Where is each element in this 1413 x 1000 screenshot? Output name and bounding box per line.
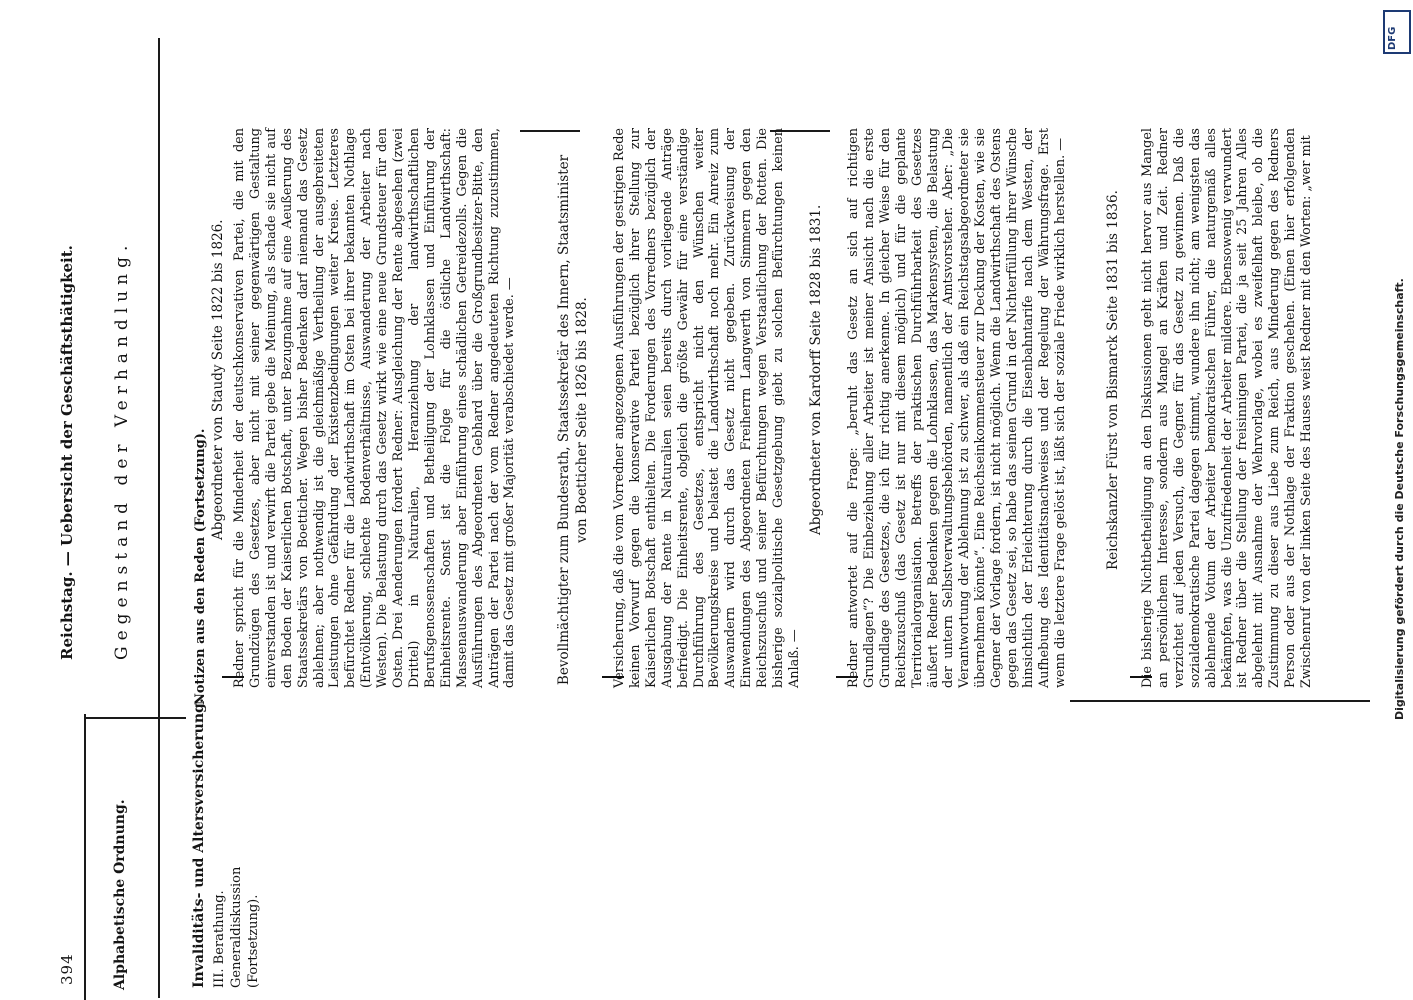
running-head: Reichstag. — Uebersicht der Geschäftsthätigkeit. xyxy=(58,245,76,660)
section-4-speaker: Reichskanzler Fürst von Bismarck Seite 1831 bis 1836. xyxy=(1105,190,1121,570)
section-rule-3 xyxy=(1070,700,1370,702)
top-rule-left xyxy=(84,717,174,719)
topic-block xyxy=(190,688,262,988)
section-2-text: Versicherung, daß die vom Vorredner angezogenen Ausführungen der gestrigen Rede keinen Vorwurf gegen die konservative Partei bezüglich ihrer Stellung zur Kaiserlichen Botschaft enthielten. Die Forderungen des Vorredners bezüglich der Ausgabung der Rente in Naturalien seien bereits durch vorliegende Anträge befriedigt. Die Einheitsrente, obgleich die größte Gewähr für eine verständige Durchführung des Gesetzes, entspricht nicht den Wünschen weiter Bevölkerungskreise und belastet die Landwirthschaft noch mehr. Ein Anreiz zum Auswandern wird durch das Gesetz nicht gegeben. Zurückweisung der Einwendungen des Abgeordneten Freiherrn Langwerth von Simmern gegen den Reichszuschuß und seiner Befürchtungen wegen Verstaatlichung der Rotten. Die bisherige sozialpolitische Gesetzgebung giebt zu solchen Befürchtungen keinen Anlaß. — xyxy=(612,128,802,688)
dfg-logo xyxy=(1383,10,1411,54)
section-3-speaker: Abgeordneter von Kardorff Seite 1828 bis 1831. xyxy=(808,204,824,535)
header-divider-right xyxy=(158,38,160,998)
left-column-head: Alphabetische Ordnung. xyxy=(112,799,128,990)
section-rule-1 xyxy=(520,130,580,132)
section-1-text: Redner spricht für die Minderheit der deutschkonservativen Partei, die mit den Grundzügen des Gesetzes, aber nicht mit seiner gegenwärtigen Gestaltung einverstanden ist und verwirft die Partei gebe die Meinung, als schade sie nicht auf den Boden der Kaiserlichen Botschaft, unter Bezugnahme auf eine Aeußerung des Staatssekretärs von Boetticher. Wegen bisher Bedenken darf niemand das Gesetz ablehnen; aber nothwendig ist die gleichmäßige Vertheilung der ausgebreiteten Leistungen ohne Gefährdung der Existenzbedingungen weiter Kreise. Letzteres befürchtet Redner für die Landwirthschaft im Osten bei ihrer bekannten Nothlage (Entvölkerung, schlechte Bodenverhältnisse, Auswanderung der Arbeiter nach Westen). Die Belastung durch das Gesetz wirkt wie eine neue Grundsteuer für den Osten. Drei Aenderungen fordert Redner: Ausgleichung der Rente abgesehen (zwei Drittel) in Naturalien, Heranziehung der landwirthschaftlichen Berufsgenossenschaften und Betheiligung der Lohnklassen und Einführung der Einheitsrente. Sonst ist die Folge für die östliche Landwirthschaft: Massenauswanderung aber Einführung eines schädlichen Getreidezolls. Gegen die Ausführungen des Abgeordneten Gebhard über die Großgrundbesitzer-Bitte, den Anträgen der Partei nach der vom Redner angedeuteten Richtung zuzustimmen, damit das Gesetz mit großer Majorität verabschiedet werde. — xyxy=(232,128,518,688)
section-4-text: Die bisherige Nichtbetheiligung an den Diskussionen geht nicht hervor aus Mangel an persönlichem Interesse, sondern aus Mangel an Kräften und Zeit. Redner verzichtet auf jeden Versuch, die Gegner für das Gesetz zu gewinnen. Daß die sozialdemokratische Partei dagegen stimmt, wundere ihn nicht; am wenigsten das ablehnende Votum der Arbeiter bemokratischen Führer, die naturgemäß alles bekämpfen, was die Unzufriedenheit der Arbeiter mildere. Ebensowenig verwundert ist Redner über die Stellung der freisinnigen Partei, die ja seit 25 Jahren Alles abgelehnt mit Ausnahme der Wehrvorlage, wobei es zweifelhaft bleibe, ob die Zustimmung zu dieser aus Liebe zum Reich, aus Minderung gegen des Redners Person oder aus der Nothlage der Fraktion geschehen. (Einen hier erfolgenden Zwischenruf von der linken Seite des Hauses weist Redner mit den Worten: „wer mit xyxy=(1140,128,1315,688)
section-2-speaker: Bevollmächtigter zum Bundesrath, Staatssekretär des Innern, Staatsminister von Boetticher Seite 1826 bis 1828. xyxy=(556,154,590,686)
header-divider-left xyxy=(84,714,86,1000)
topic-subtitle: III. Berathung. Generaldiskussion (Fortsetzung). xyxy=(212,866,261,988)
section-3-text: Redner antwortet auf die Frage: „beruht das Gesetz an sich auf richtigen Grundlagen“? Die Einbeziehung aller Arbeiter ist meiner Ansicht nach die erste Grundlage des Gesetzes, die ich für richtig anerkenne. In gleicher Weise für den Reichszuschuß (das Gesetz ist nur mit diesem möglich) und für die geplante Territorialorganisation. Betreffs der praktischen Durchführbarkeit des Gesetzes äußert Redner Bedenken gegen die Lohnklassen, das Markensystem, die Belastung der untern Selbstverwaltungsbehörden, namentlich der Amtsvorsteher. Aber: „Die Verantwortung der Ablehnung ist zu schwer, als daß ein Reichstagsabgeordneter sie übernehmen könnte“. Eine Reichseinkommensteuer zur Deckung der Kosten, wie sie Gegner der Vorlage fordern, ist nicht möglich. Wenn die Landwirthschaft des Ostens gegen das Gesetz sei, so habe das seinen Grund in der Nichterfüllung ihrer Wünsche hinsichtlich der Erleichterung durch die Eisenbahntarife nach dem Westen, der Aufhebung des Identitätsnachweises und der Regelung der Währungsfrage. Erst wenn die letztere Frage gelöst ist, läßt sich der soziale Friede wirklich herstellen. — xyxy=(846,128,1068,688)
mid-rule xyxy=(166,717,186,719)
topic-title: Invaliditäts- und Altersversicherung. xyxy=(191,698,207,988)
section-1-speaker: Abgeordneter von Staudy Seite 1822 bis 1826. xyxy=(210,219,226,540)
intro-line: Notizen aus den Reden (Fortsetzung). xyxy=(193,428,208,705)
page-number: 394 xyxy=(58,953,76,985)
digitization-credit: Digitalisierung gefördert durch die Deutsche Forschungsgemeinschaft. xyxy=(1393,278,1406,720)
dfg-logo-text: DFG xyxy=(1387,26,1398,50)
right-column-head: Gegenstand der Verhandlung. xyxy=(112,239,132,660)
